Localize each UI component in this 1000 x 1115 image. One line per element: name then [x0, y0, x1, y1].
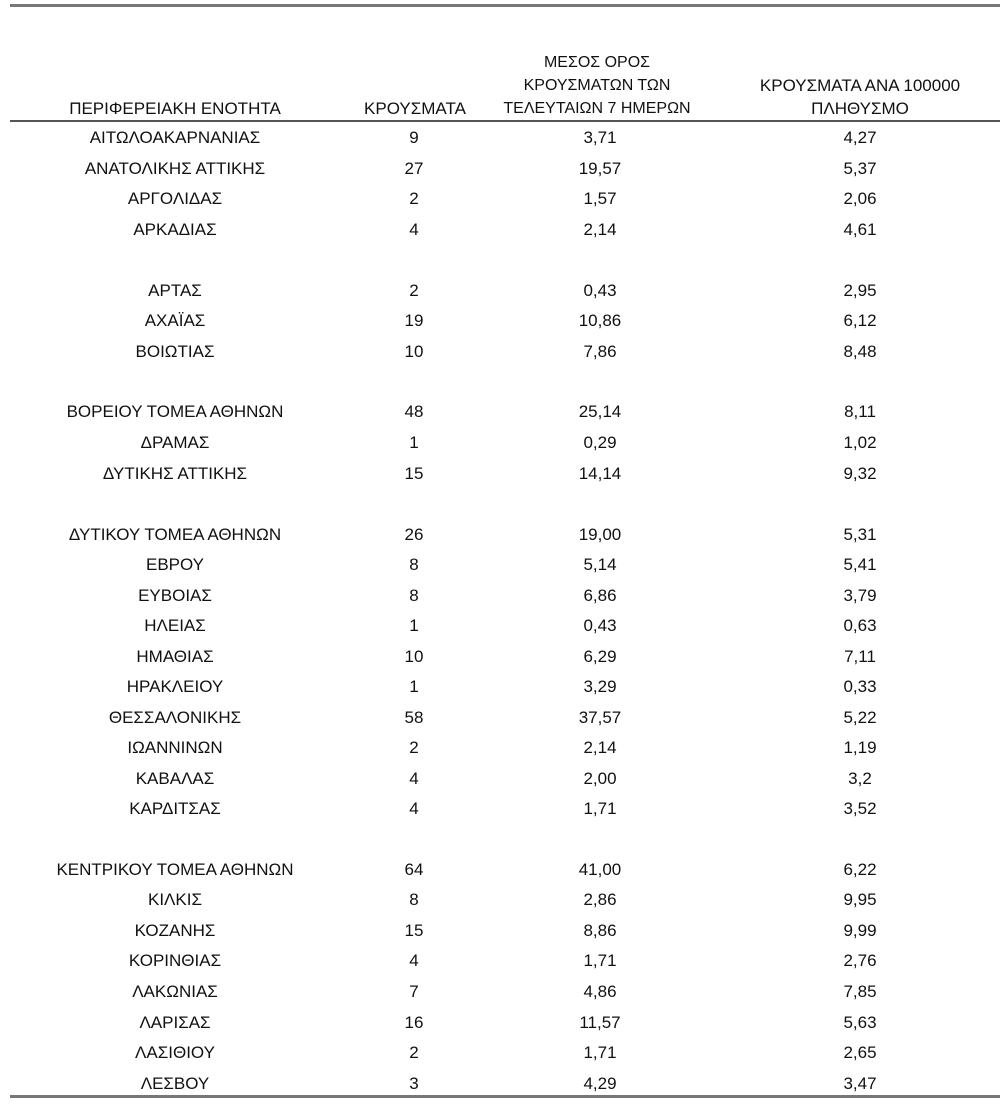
cell-per100k: 3,79 — [843, 586, 877, 605]
cell-per100k: 3,52 — [843, 799, 877, 818]
cell-avg7: 3,29 — [583, 677, 617, 696]
cell-avg7: 6,86 — [583, 586, 617, 605]
cell-per100k: 4,27 — [843, 128, 877, 147]
cell-cases: 1 — [409, 677, 419, 696]
cell-region: ΛΑΡΙΣΑΣ — [139, 1013, 211, 1032]
table-row — [0, 1038, 1000, 1068]
cell-avg7: 0,43 — [583, 281, 617, 300]
cell-per100k: 2,06 — [843, 189, 877, 208]
cell-region: ΔΡΑΜΑΣ — [140, 433, 210, 452]
cell-per100k: 2,95 — [843, 281, 877, 300]
cell-avg7: 1,71 — [583, 799, 617, 818]
cell-per100k: 7,85 — [843, 982, 877, 1001]
table-row — [0, 581, 1000, 611]
cell-region: ΗΡΑΚΛΕΙΟΥ — [126, 677, 224, 696]
cell-region: ΒΟΡΕΙΟΥ ΤΟΜΕΑ ΑΘΗΝΩΝ — [66, 402, 284, 421]
table-row — [0, 123, 1000, 153]
table-header — [0, 40, 1000, 120]
cell-avg7: 14,14 — [578, 464, 622, 483]
cell-per100k: 5,37 — [843, 159, 877, 178]
table-row — [0, 642, 1000, 672]
cell-cases: 64 — [404, 860, 424, 879]
cell-per100k: 8,48 — [843, 342, 877, 361]
cell-avg7: 1,57 — [583, 189, 617, 208]
table-row — [0, 215, 1000, 245]
header-per100k-line1: ΚΡΟΥΣΜΑΤΑ ΑΝΑ 100000 — [759, 76, 961, 95]
table-row — [0, 977, 1000, 1007]
cell-cases: 2 — [409, 281, 419, 300]
cell-per100k: 3,2 — [848, 769, 872, 788]
cell-cases: 48 — [404, 402, 424, 421]
cell-region: ΚΟΖΑΝΗΣ — [134, 921, 216, 940]
header-avg7 — [482, 51, 712, 120]
cell-cases: 4 — [409, 799, 419, 818]
cell-per100k: 2,76 — [843, 951, 877, 970]
cell-avg7: 1,71 — [583, 951, 617, 970]
cell-cases: 19 — [404, 311, 424, 330]
cell-cases: 27 — [404, 159, 424, 178]
cell-region: ΙΩΑΝΝΙΝΩΝ — [127, 738, 223, 757]
cell-avg7: 8,86 — [583, 921, 617, 940]
cell-avg7: 1,71 — [583, 1043, 617, 1062]
header-region-label: ΠΕΡΙΦΕΡΕΙΑΚΗ ΕΝΟΤΗΤΑ — [69, 99, 281, 118]
header-avg7-line1: ΜΕΣΟΣ ΟΡΟΣ — [543, 54, 651, 71]
table-row — [0, 611, 1000, 641]
cell-cases: 2 — [409, 189, 419, 208]
cell-per100k: 5,41 — [843, 555, 877, 574]
cell-per100k: 5,22 — [843, 708, 877, 727]
cell-region: ΑΡΤΑΣ — [148, 281, 202, 300]
cell-region: ΔΥΤΙΚΗΣ ΑΤΤΙΚΗΣ — [102, 464, 248, 483]
header-cases — [340, 97, 490, 120]
cell-per100k: 9,32 — [843, 464, 877, 483]
cell-region: ΑΡΓΟΛΙΔΑΣ — [127, 189, 223, 208]
cell-per100k: 6,12 — [843, 311, 877, 330]
cell-per100k: 3,47 — [843, 1074, 877, 1093]
cell-region: ΛΕΣΒΟΥ — [140, 1074, 210, 1093]
cell-avg7: 4,29 — [583, 1074, 617, 1093]
header-cases-label: ΚΡΟΥΣΜΑΤΑ — [364, 99, 466, 118]
cell-region: ΛΑΣΙΘΙΟΥ — [135, 1043, 215, 1062]
cell-cases: 2 — [409, 1043, 419, 1062]
cell-per100k: 0,63 — [843, 616, 877, 635]
cell-region: ΘΕΣΣΑΛΟΝΙΚΗΣ — [108, 708, 242, 727]
table-row — [0, 946, 1000, 976]
table-row — [0, 276, 1000, 306]
cell-region: ΚΑΡΔΙΤΣΑΣ — [129, 799, 221, 818]
cell-per100k: 5,63 — [843, 1013, 877, 1032]
cell-per100k: 9,95 — [843, 890, 877, 909]
table-row — [0, 916, 1000, 946]
cell-cases: 16 — [404, 1013, 424, 1032]
cell-cases: 1 — [409, 616, 419, 635]
cell-region: ΒΟΙΩΤΙΑΣ — [135, 342, 215, 361]
cell-region: ΚΟΡΙΝΘΙΑΣ — [128, 951, 222, 970]
cell-avg7: 7,86 — [583, 342, 617, 361]
cell-cases: 4 — [409, 951, 419, 970]
cell-region: ΛΑΚΩΝΙΑΣ — [132, 982, 218, 1001]
cell-region: ΗΛΕΙΑΣ — [144, 616, 206, 635]
cell-per100k: 1,19 — [843, 738, 877, 757]
cell-cases: 8 — [409, 555, 419, 574]
cell-avg7: 0,29 — [583, 433, 617, 452]
cell-cases: 10 — [404, 647, 424, 666]
cell-per100k: 4,61 — [843, 220, 877, 239]
table-row — [0, 550, 1000, 580]
cell-cases: 9 — [409, 128, 419, 147]
table-row — [0, 306, 1000, 336]
cell-region: ΕΒΡΟΥ — [145, 555, 205, 574]
cell-cases: 10 — [404, 342, 424, 361]
cell-per100k: 2,65 — [843, 1043, 877, 1062]
cell-avg7: 2,14 — [583, 738, 617, 757]
cell-avg7: 2,86 — [583, 890, 617, 909]
table-row — [0, 885, 1000, 915]
table-row — [0, 764, 1000, 794]
table-row — [0, 794, 1000, 824]
table-bottom-rule — [10, 1095, 1000, 1098]
cell-avg7: 25,14 — [578, 402, 622, 421]
cell-region: ΗΜΑΘΙΑΣ — [136, 647, 214, 666]
cell-per100k: 7,11 — [844, 647, 876, 666]
cell-cases: 2 — [409, 738, 419, 757]
cell-avg7: 4,86 — [583, 982, 617, 1001]
table-row — [0, 855, 1000, 885]
cell-avg7: 10,86 — [578, 311, 622, 330]
table-row — [0, 733, 1000, 763]
cell-region: ΕΥΒΟΙΑΣ — [138, 586, 212, 605]
cell-region: ΚΕΝΤΡΙΚΟΥ ΤΟΜΕΑ ΑΘΗΝΩΝ — [56, 860, 294, 879]
header-avg7-line3: ΤΕΛΕΥΤΑΙΩΝ 7 ΗΜΕΡΩΝ — [503, 100, 691, 117]
cell-region: ΑΡΚΑΔΙΑΣ — [133, 220, 217, 239]
cell-cases: 3 — [409, 1074, 419, 1093]
cell-cases: 58 — [404, 708, 424, 727]
cell-cases: 8 — [409, 890, 419, 909]
table-row — [0, 428, 1000, 458]
cell-avg7: 3,71 — [583, 128, 617, 147]
cell-per100k: 6,22 — [843, 860, 877, 879]
header-rule — [10, 120, 1000, 122]
cell-per100k: 8,11 — [844, 402, 876, 421]
cell-region: ΚΙΛΚΙΣ — [148, 890, 202, 909]
cell-cases: 15 — [404, 921, 424, 940]
cell-region: ΑΝΑΤΟΛΙΚΗΣ ΑΤΤΙΚΗΣ — [84, 159, 266, 178]
cell-per100k: 5,31 — [843, 525, 877, 544]
cell-avg7: 19,57 — [578, 159, 622, 178]
cell-avg7: 11,57 — [579, 1013, 621, 1032]
table-row — [0, 703, 1000, 733]
cell-cases: 15 — [404, 464, 424, 483]
table-row — [0, 1008, 1000, 1038]
cell-cases: 8 — [409, 586, 419, 605]
cell-region: ΔΥΤΙΚΟΥ ΤΟΜΕΑ ΑΘΗΝΩΝ — [68, 525, 282, 544]
cell-per100k: 0,33 — [843, 677, 877, 696]
cell-avg7: 2,00 — [583, 769, 617, 788]
cell-cases: 4 — [409, 769, 419, 788]
cell-cases: 26 — [404, 525, 424, 544]
cell-per100k: 1,02 — [843, 433, 877, 452]
table-row — [0, 672, 1000, 702]
header-per100k — [720, 74, 1000, 120]
cell-region: ΑΙΤΩΛΟΑΚΑΡΝΑΝΙΑΣ — [89, 128, 261, 147]
header-per100k-line2: ΠΛΗΘΥΣΜΟ — [811, 99, 909, 118]
table-row — [0, 397, 1000, 427]
table-row — [0, 154, 1000, 184]
cell-avg7: 41,00 — [578, 860, 622, 879]
cell-cases: 7 — [409, 982, 419, 1001]
table-top-rule — [10, 4, 1000, 7]
table-row — [0, 459, 1000, 489]
header-region — [40, 97, 310, 120]
cell-avg7: 19,00 — [578, 525, 622, 544]
cell-avg7: 2,14 — [583, 220, 617, 239]
header-avg7-line2: ΚΡΟΥΣΜΑΤΩΝ ΤΩΝ — [523, 77, 671, 94]
cell-avg7: 0,43 — [583, 616, 617, 635]
cell-avg7: 6,29 — [583, 647, 617, 666]
cell-cases: 4 — [409, 220, 419, 239]
cell-avg7: 37,57 — [578, 708, 622, 727]
cell-region: ΚΑΒΑΛΑΣ — [135, 769, 215, 788]
cell-avg7: 5,14 — [583, 555, 617, 574]
table-row — [0, 184, 1000, 214]
cell-per100k: 9,99 — [843, 921, 877, 940]
table-row — [0, 337, 1000, 367]
cell-region: ΑΧΑΪΑΣ — [144, 311, 206, 330]
cell-cases: 1 — [409, 433, 419, 452]
table-row — [0, 520, 1000, 550]
